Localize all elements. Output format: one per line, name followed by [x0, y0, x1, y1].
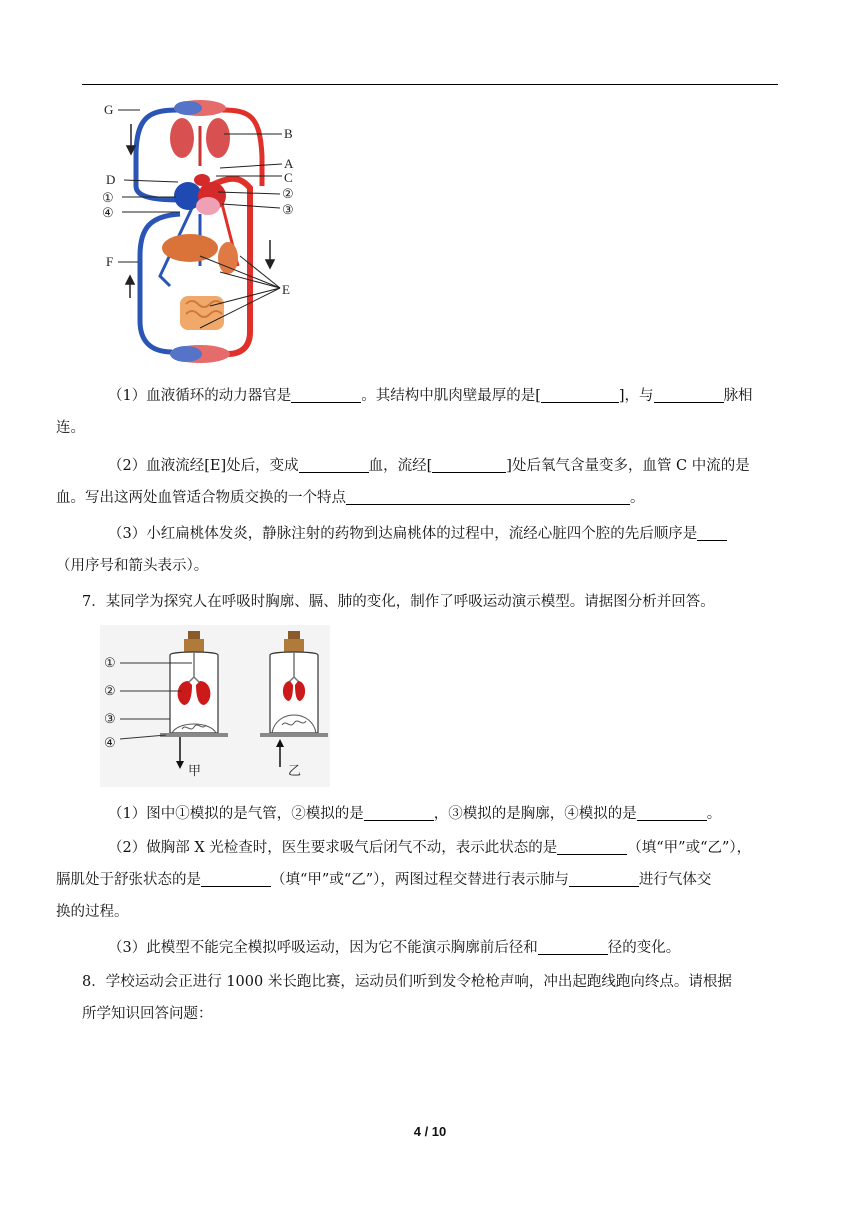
label-yi: 乙 — [288, 763, 302, 778]
q7-part1: （1）图中①模拟的是气管，②模拟的是 ，③模拟的是胸廓，④模拟的是 。 — [108, 806, 722, 822]
respiration-model-diagram — [100, 625, 330, 787]
label-3: ③ — [104, 711, 116, 726]
model-yi — [260, 631, 328, 767]
blank[interactable] — [697, 524, 727, 541]
label-1: ① — [102, 190, 114, 205]
label-C: C — [284, 170, 293, 185]
blank[interactable] — [538, 938, 608, 955]
q6-part2: （2）血液流经[E]处后，变成 血，流经[ ]处后氧气含量变多，血管 C 中流的是 血。写出这两处血管适合物质交换的一个特点 。 — [56, 458, 750, 506]
label-F: F — [106, 254, 114, 269]
blank[interactable] — [637, 804, 707, 821]
label-B: B — [284, 126, 293, 141]
header-rule — [82, 84, 778, 85]
blank[interactable] — [654, 386, 724, 403]
q6-part3: （3）小红扁桃体发炎，静脉注射的药物到达扁桃体的过程中，流经心脏四个腔的先后顺序是 （用序号和箭头表示）。 — [82, 518, 782, 582]
label-E: E — [282, 282, 290, 297]
circulation-diagram — [100, 96, 300, 368]
page-number: 4 / 10 — [413, 1124, 447, 1139]
blank[interactable] — [291, 386, 361, 403]
q6-part1: （1）血液循环的动力器官是 。其结构中肌肉壁最厚的是[ ]，与 脉相 连。 — [56, 388, 753, 436]
model-jia — [160, 631, 228, 769]
blank[interactable] — [432, 456, 506, 473]
label-D: D — [106, 172, 116, 187]
label-3: ③ — [282, 202, 294, 217]
blank[interactable] — [346, 488, 630, 505]
q7-stem: 7．某同学为探究人在呼吸时胸廓、膈、肺的变化，制作了呼吸运动演示模型。请据图分析并回答。 — [82, 594, 715, 610]
blank[interactable] — [364, 804, 434, 821]
label-4: ④ — [102, 205, 114, 220]
blank[interactable] — [541, 386, 619, 403]
q7-part2: （2）做胸部 X 光检查时，医生要求吸气后闭气不动，表示此状态的是 （填“甲”或“乙”）， 膈肌处于舒张状态的是 （填“甲”或“乙”），两图过程交替进行表示肺与 进行气体交 换的过程。 — [56, 840, 752, 920]
label-A: A — [284, 156, 294, 171]
label-G: G — [104, 102, 114, 117]
label-4: ④ — [104, 735, 116, 750]
blank[interactable] — [299, 456, 369, 473]
label-2: ② — [104, 683, 116, 698]
q7-part3: （3）此模型不能完全模拟呼吸运动，因为它不能演示胸廓前后径和 径的变化。 — [108, 940, 681, 956]
blank[interactable] — [201, 870, 271, 887]
label-jia: 甲 — [188, 763, 202, 778]
blank[interactable] — [569, 870, 639, 887]
label-2: ② — [282, 186, 294, 201]
label-1: ① — [104, 655, 116, 670]
blank[interactable] — [557, 838, 627, 855]
q8-stem: 8．学校运动会正进行 1000 米长跑比赛，运动员们听到发令枪枪声响，冲出起跑线跑向终点。请根据 所学知识回答问题： — [82, 974, 732, 1022]
